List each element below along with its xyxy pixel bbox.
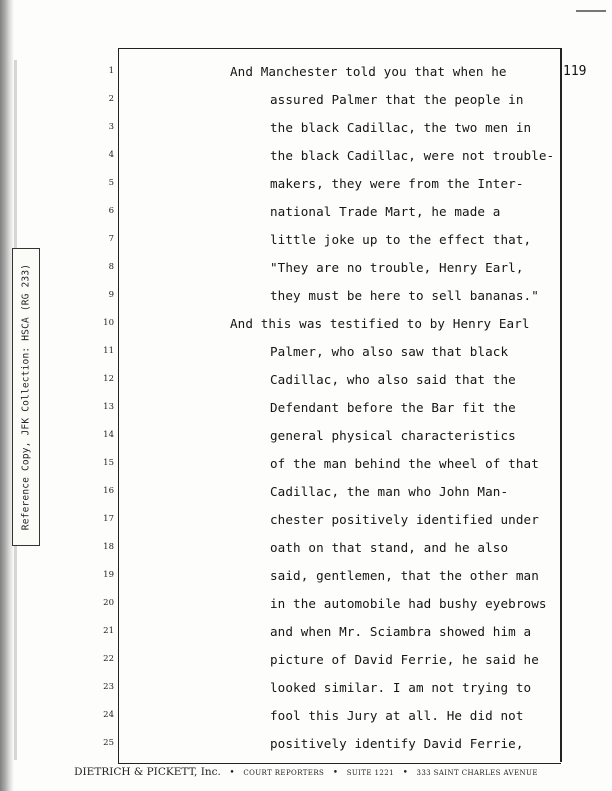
- line-number: 12: [103, 374, 114, 384]
- footer-firm: DIETRICH & PICKETT, Inc.: [74, 766, 221, 778]
- line-number: 11: [103, 346, 114, 356]
- transcript-line: chester positively identified under: [270, 512, 539, 527]
- transcript-line: "They are no trouble, Henry Earl,: [270, 260, 524, 275]
- line-number: 10: [103, 318, 114, 328]
- transcript-line: assured Palmer that the people in: [270, 92, 524, 107]
- footer-separator-1: •: [229, 768, 235, 778]
- transcript-line: national Trade Mart, he made a: [270, 204, 501, 219]
- line-number: 20: [103, 598, 114, 608]
- line-number: 24: [103, 710, 114, 720]
- transcript-line: positively identify David Ferrie,: [270, 736, 524, 751]
- transcript-line: the black Cadillac, were not trouble-: [270, 148, 555, 163]
- footer-role: COURT REPORTERS: [243, 769, 325, 777]
- transcript-line: little joke up to the effect that,: [270, 232, 532, 247]
- transcript-line: general physical characteristics: [270, 428, 516, 443]
- line-number: 16: [103, 486, 114, 496]
- transcript-frame-right-rule: [560, 48, 562, 762]
- transcript-line: And this was testified to by Henry Earl: [230, 316, 530, 331]
- transcript-line: Cadillac, who also said that the: [270, 372, 516, 387]
- footer-address: 333 SAINT CHARLES AVENUE: [416, 769, 538, 777]
- reference-copy-stamp-text: Reference Copy, JFK Collection: HSCA (RG 233): [20, 263, 32, 531]
- transcript-line: and when Mr. Sciambra showed him a: [270, 624, 532, 639]
- transcript-line: Palmer, who also saw that black: [270, 344, 509, 359]
- transcript-line: said, gentlemen, that the other man: [270, 568, 539, 583]
- footer-separator-2: •: [332, 768, 339, 778]
- transcript-line: looked similar. I am not trying to: [270, 680, 532, 695]
- transcript-line: makers, they were from the Inter-: [270, 176, 524, 191]
- line-number: 7: [108, 234, 114, 244]
- line-number: 13: [103, 402, 114, 412]
- line-number: 5: [108, 178, 114, 188]
- scan-top-mark: [576, 10, 606, 12]
- page-number: 119: [563, 64, 587, 79]
- line-number: 25: [103, 738, 114, 748]
- page-footer: [0, 766, 612, 778]
- footer-suite: SUITE 1221: [346, 769, 394, 777]
- line-number: 15: [103, 458, 114, 468]
- transcript-line: in the automobile had bushy eyebrows: [270, 596, 547, 611]
- transcript-line: And Manchester told you that when he: [230, 64, 507, 79]
- reference-copy-stamp: [12, 248, 40, 546]
- line-number: 14: [103, 430, 114, 440]
- line-number: 6: [108, 206, 114, 216]
- line-number: 23: [103, 682, 114, 692]
- line-number: 22: [103, 654, 114, 664]
- line-number: 3: [108, 122, 114, 132]
- transcript-line: the black Cadillac, the two men in: [270, 120, 532, 135]
- transcript-line: oath on that stand, and he also: [270, 540, 509, 555]
- line-number: 18: [103, 542, 114, 552]
- transcript-line: Cadillac, the man who John Man-: [270, 484, 509, 499]
- transcript-line: they must be here to sell bananas.": [270, 288, 539, 303]
- transcript-line: picture of David Ferrie, he said he: [270, 652, 539, 667]
- line-number: 9: [108, 290, 114, 300]
- line-number: 19: [103, 570, 114, 580]
- transcript-line: of the man behind the wheel of that: [270, 456, 539, 471]
- footer-separator-3: •: [402, 768, 408, 778]
- line-number: 1: [108, 66, 114, 76]
- transcript-line: fool this Jury at all. He did not: [270, 708, 524, 723]
- line-number: 8: [108, 262, 114, 272]
- line-number: 17: [103, 514, 114, 524]
- line-number: 2: [108, 94, 114, 104]
- line-number: 21: [103, 626, 114, 636]
- line-number: 4: [108, 150, 114, 160]
- transcript-line: Defendant before the Bar fit the: [270, 400, 516, 415]
